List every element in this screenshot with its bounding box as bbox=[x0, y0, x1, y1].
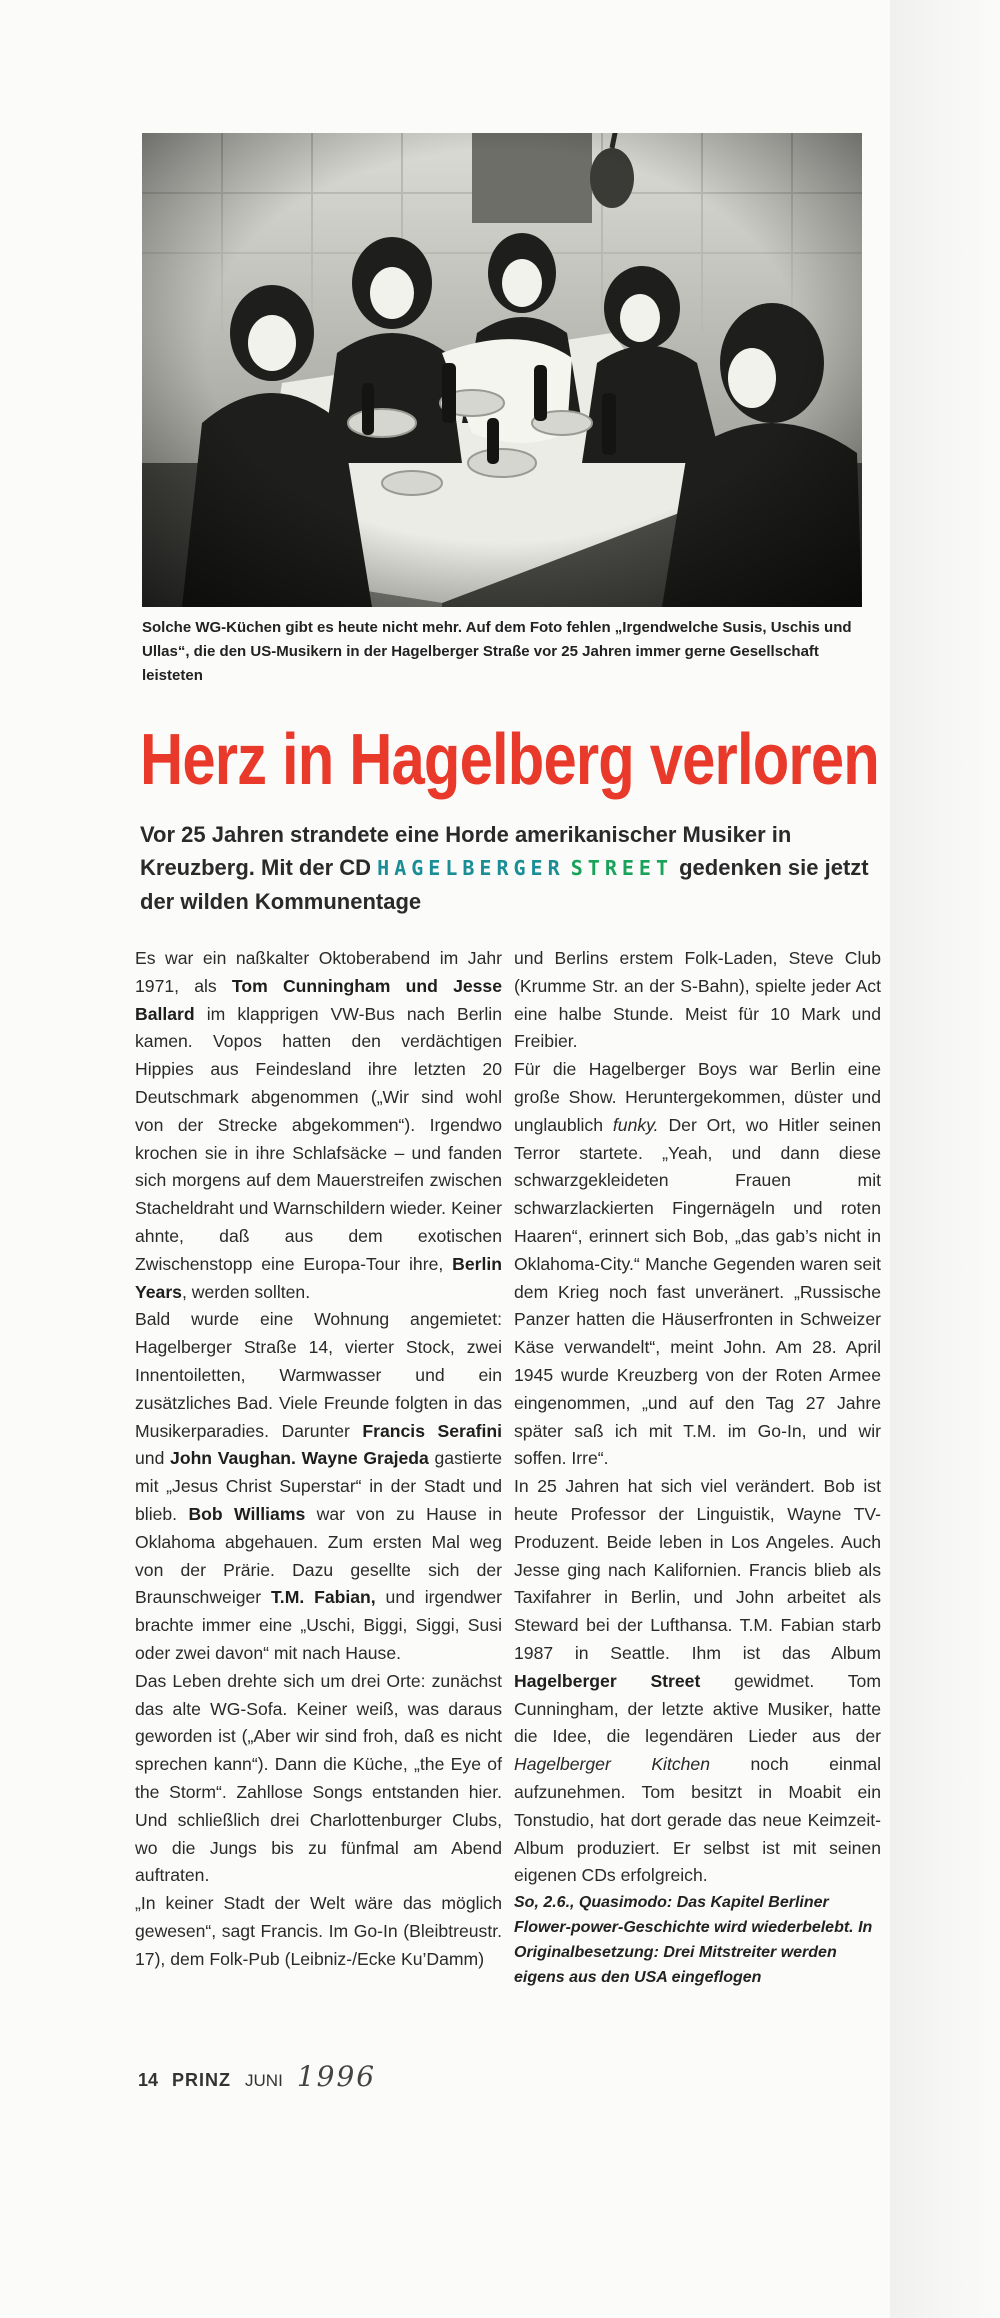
kitchen-photo bbox=[142, 133, 862, 607]
deck-text-end: gedenken sie jetzt der wilden Kommunentage bbox=[140, 855, 869, 914]
magazine-name: PRINZ bbox=[172, 2070, 232, 2090]
article-column-left bbox=[135, 945, 502, 1973]
deck-text: Vor 25 Jahren strandete eine Horde amerikanischer Musiker in Kreuzberg. Mit der CD bbox=[140, 822, 792, 880]
text-run: gewidmet. Tom Cunningham, der letzte aktive Musiker, hatte die Idee, die legendären Lieder aus der bbox=[514, 1670, 881, 1747]
bold-name: Francis Serafini bbox=[362, 1420, 502, 1441]
event-note: So, 2.6., Quasimodo: Das Kapitel Berliner Flower-power-Geschichte wird wiederbelebt. In Originalbesetzung: Drei Mitstreiter werden eigens aus den USA eingeflogen bbox=[514, 1894, 873, 1987]
article-column-right-top bbox=[514, 945, 881, 1990]
text-run: noch einmal aufzunehmen. Tom besitzt in Moabit ein Tonstudio, hat dort gerade das neue Keimzeit-Album produziert. Er selbst ist mit seinen eigenen CDs erfolgreich. bbox=[514, 1754, 881, 1886]
paragraph-1 bbox=[135, 945, 502, 1306]
page-number: 14 bbox=[138, 2070, 159, 2090]
page-footer bbox=[138, 2060, 377, 2093]
text-run: und bbox=[135, 1448, 165, 1469]
paragraph-2 bbox=[135, 1306, 502, 1667]
headline: Herz in Hagelberg verloren bbox=[140, 720, 879, 800]
paragraph-6 bbox=[514, 1473, 881, 1890]
photo-caption: Solche WG-Küchen gibt es heute nicht mehr. Auf dem Foto fehlen „Irgendwelche Susis, Uschis und Ullas“, die den US-Musikern in der Hagelberger Straße vor 25 Jahren immer gerne Gesellschaft leisteten bbox=[142, 619, 852, 684]
paragraph-4: „In keiner Stadt der Welt wäre das möglich gewesen“, sagt Francis. Im Go-In (Bleibtreustr. 17), dem Folk-Pub (Leibniz-/Ecke Ku’Damm) bbox=[135, 1893, 502, 1969]
deck-subheadline bbox=[140, 818, 880, 918]
issue-month: JUNI bbox=[245, 2071, 283, 2090]
text-run: und irgendwer brachte immer eine „Uschi, Biggi, Siggi, Susi oder zwei davon“ mit nach Hause. bbox=[135, 1587, 503, 1663]
text-run: im klapprigen VW-Bus nach Berlin kamen. Vopos hatten den verdächtigen Hippies aus Feindesland ihre letzten 20 Deutschmark abgenommen („Wir sind wohl von der Strecke abgekommen“). Irgendwo krochen sie in ihre Schlafsäcke – und fanden sich morgens auf dem Mauerstreifen zwischen Stacheldraht und Warnschildern wieder. Keiner ahnte, daß aus dem exotischen Zwischenstopp eine Europa-Tour ihre, bbox=[135, 1003, 502, 1274]
text-run: Es war ein naßkalter Oktoberabend im Jahr 1971, als bbox=[135, 948, 502, 996]
text-run: Bald wurde eine Wohnung angemietet: Hagelberger Straße 14, vierter Stock, zwei Innentoiletten, Warmwasser und ein zusätzliches Bad. Viele Freunde folgten in das Musikerparadies. Darunter bbox=[135, 1309, 502, 1441]
text-run: Für die Hagelberger Boys war Berlin eine große Show. Heruntergekommen, düster und unglaublich bbox=[514, 1059, 881, 1135]
italic-term: Hagelberger Kitchen bbox=[514, 1754, 711, 1775]
paragraph-4-continued: und Berlins erstem Folk-Laden, Steve Club (Krumme Str. an der S-Bahn), spielte jeder Act eine halbe Stunde. Meist für 10 Mark und Freibier. bbox=[514, 948, 881, 1052]
text-run: gastierte mit „Jesus Christ Superstar“ in der Stadt und blieb. bbox=[135, 1448, 502, 1524]
bold-name: Bob Williams bbox=[188, 1503, 306, 1524]
text-run: , werden sollten. bbox=[181, 1281, 311, 1302]
handwritten-year: 1996 bbox=[296, 2060, 377, 2093]
cd-title-word-1: HAGELBERGER bbox=[377, 856, 565, 880]
paragraph-3: Das Leben drehte sich um drei Orte: zunächst das alte WG-Sofa. Keiner weiß, was daraus geworden ist („Aber wir sind froh, daß es nicht sprechen kann“). Dann die Küche, „the Eye of the Storm“. Zahllose Songs entstanden hier. Und schließlich drei Charlottenburger Clubs, wo die Jungs bis zu fünfmal am Abend auftraten. bbox=[135, 1670, 502, 1886]
bold-name: Tom Cunningham und Jesse Ballard bbox=[135, 975, 503, 1024]
kitchen-photo-illustration bbox=[142, 133, 862, 607]
bold-album: Hagelberger Street bbox=[514, 1670, 701, 1691]
bold-name: T.M. Fabian, bbox=[271, 1587, 376, 1608]
text-run: war von zu Hause in Oklahoma abgehauen. Zum ersten Mal weg von der Prärie. Dazu gesellte sich der Braunschweiger bbox=[135, 1503, 503, 1608]
italic-term: funky. bbox=[612, 1114, 659, 1135]
bold-term: Berlin Years bbox=[135, 1253, 502, 1302]
cd-title-word-2: STREET bbox=[570, 856, 673, 880]
facing-page-edge bbox=[890, 0, 1000, 2318]
paragraph-5 bbox=[514, 1056, 881, 1473]
text-run: In 25 Jahren hat sich viel verändert. Bob ist heute Professor der Linguistik, Wayne TV-Produzent. Beide leben in Los Angeles. Auch Jesse ging nach Kalifornien. Francis blieb als Taxifahrer in Berlin, und John arbeitet als Steward bei der Lufthansa. T.M. Fabian starb 1987 in Seattle. Ihm ist das Album bbox=[514, 1476, 881, 1663]
text-run: Der Ort, wo Hitler seinen Terror startete. „Yeah, und dann diese schwarzgekleideten Frauen mit schwarzlackierten Fingernägeln und roten Haaren“, erinnert sich Bob, „das gab’s nicht in Oklahoma-City.“ Manche Gegenden waren seit dem Krieg noch fast unveränert. „Russische Panzer hatten die Häuserfronten in Schweizer Käse verwandelt“, meint John. Am 28. April 1945 wurde Kreuzberg von der Roten Armee eingenommen, „und auf den Tag 27 Jahre später saß ich mit T.M. im Go-In, und wir soffen. Irre“. bbox=[514, 1114, 882, 1469]
bold-name: John Vaughan. Wayne Grajeda bbox=[170, 1448, 429, 1469]
